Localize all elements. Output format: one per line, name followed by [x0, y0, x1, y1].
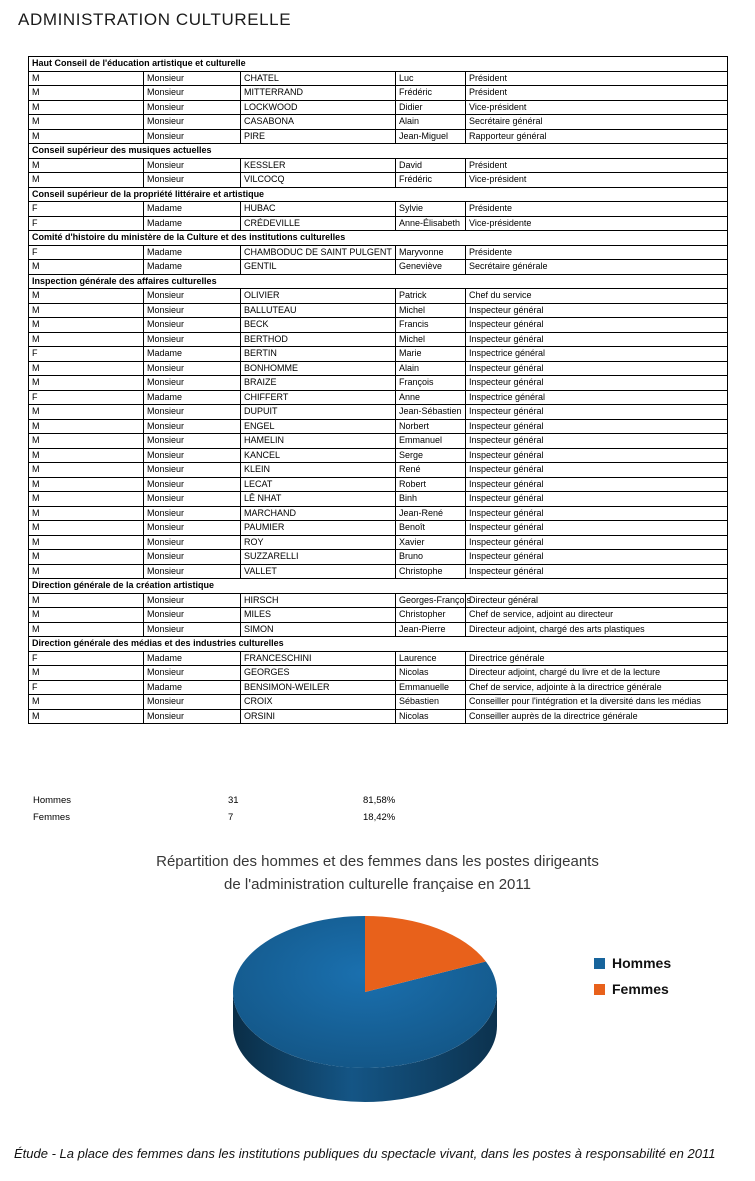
table-cell: BALLUTEAU	[241, 303, 396, 318]
table-cell: François	[396, 376, 466, 391]
table-cell: ROY	[241, 535, 396, 550]
table-cell: Anne-Élisabeth	[396, 216, 466, 231]
table-cell: Robert	[396, 477, 466, 492]
table-cell: M	[29, 303, 144, 318]
table-section-row	[29, 187, 728, 202]
table-cell: Directeur général	[466, 593, 728, 608]
table-section-row	[29, 637, 728, 652]
table-cell: Inspecteur général	[466, 477, 728, 492]
chart-title	[0, 851, 755, 896]
table-row	[29, 347, 728, 362]
table-cell: M	[29, 71, 144, 86]
table-cell: M	[29, 535, 144, 550]
table-cell: Monsieur	[144, 86, 241, 101]
table-cell: Jean-Miguel	[396, 129, 466, 144]
table-cell: Monsieur	[144, 535, 241, 550]
table-cell: Madame	[144, 202, 241, 217]
table-cell: Laurence	[396, 651, 466, 666]
table-row	[29, 303, 728, 318]
table-cell: Inspecteur général	[466, 405, 728, 420]
table-cell: M	[29, 709, 144, 724]
table-cell: M	[29, 318, 144, 333]
legend-item-hommes	[594, 955, 671, 971]
table-section-row	[29, 579, 728, 594]
table-section-header: Direction générale de la création artistique	[29, 579, 728, 594]
table-row	[29, 202, 728, 217]
table-cell: KLEIN	[241, 463, 396, 478]
table-cell: VALLET	[241, 564, 396, 579]
chart-legend	[594, 955, 671, 1007]
table-cell: CRÉDEVILLE	[241, 216, 396, 231]
table-cell: Présidente	[466, 202, 728, 217]
table-cell: Monsieur	[144, 115, 241, 130]
table-cell: Sébastien	[396, 695, 466, 710]
table-row	[29, 521, 728, 536]
table-section-row	[29, 57, 728, 72]
table-cell: Maryvonne	[396, 245, 466, 260]
table-cell: Jean-Pierre	[396, 622, 466, 637]
table-cell: Monsieur	[144, 419, 241, 434]
table-cell: Monsieur	[144, 405, 241, 420]
table-cell: Inspecteur général	[466, 376, 728, 391]
stats-count: 31	[228, 795, 239, 806]
table-cell: Conseiller auprès de la directrice générale	[466, 709, 728, 724]
table-section-header: Direction générale des médias et des industries culturelles	[29, 637, 728, 652]
table-cell: BECK	[241, 318, 396, 333]
table-cell: M	[29, 260, 144, 275]
org-table	[28, 56, 728, 724]
table-cell: Madame	[144, 260, 241, 275]
table-cell: Alain	[396, 361, 466, 376]
table-cell: MITTERRAND	[241, 86, 396, 101]
table-cell: Alain	[396, 115, 466, 130]
stats-count: 7	[228, 812, 234, 823]
table-cell: M	[29, 173, 144, 188]
table-cell: Monsieur	[144, 434, 241, 449]
table-cell: CHIFFERT	[241, 390, 396, 405]
table-cell: Geneviève	[396, 260, 466, 275]
table-section-header: Haut Conseil de l'éducation artistique et culturelle	[29, 57, 728, 72]
table-row	[29, 158, 728, 173]
table-cell: Chef de service, adjoint au directeur	[466, 608, 728, 623]
table-cell: BONHOMME	[241, 361, 396, 376]
table-cell: Conseiller pour l'intégration et la diversité dans les médias	[466, 695, 728, 710]
table-cell: Serge	[396, 448, 466, 463]
table-cell: FRANCESCHINI	[241, 651, 396, 666]
table-row	[29, 434, 728, 449]
table-cell: Inspecteur général	[466, 434, 728, 449]
table-cell: Emmanuel	[396, 434, 466, 449]
table-cell: Michel	[396, 332, 466, 347]
table-cell: M	[29, 129, 144, 144]
table-cell: Inspectrice général	[466, 390, 728, 405]
table-cell: Inspecteur général	[466, 332, 728, 347]
table-cell: Inspecteur général	[466, 535, 728, 550]
table-cell: Vice-président	[466, 100, 728, 115]
table-cell: BRAIZE	[241, 376, 396, 391]
table-cell: ORSINI	[241, 709, 396, 724]
table-cell: Jean-René	[396, 506, 466, 521]
table-cell: Directeur adjoint, chargé du livre et de la lecture	[466, 666, 728, 681]
table-cell: Nicolas	[396, 666, 466, 681]
table-row	[29, 173, 728, 188]
table-cell: Secrétaire général	[466, 115, 728, 130]
table-cell: Sylvie	[396, 202, 466, 217]
table-row	[29, 115, 728, 130]
table-cell: LECAT	[241, 477, 396, 492]
table-cell: Secrétaire générale	[466, 260, 728, 275]
table-cell: Monsieur	[144, 448, 241, 463]
table-cell: Monsieur	[144, 463, 241, 478]
table-cell: Madame	[144, 347, 241, 362]
table-cell: SUZZARELLI	[241, 550, 396, 565]
table-row	[29, 216, 728, 231]
table-cell: Vice-président	[466, 173, 728, 188]
stats-label: Femmes	[33, 812, 70, 823]
table-cell: HAMELIN	[241, 434, 396, 449]
table-row	[29, 289, 728, 304]
source-caption: Étude - La place des femmes dans les institutions publiques du spectacle vivant, dans les postes à responsabilité en 2011	[14, 1146, 716, 1161]
table-cell: Emmanuelle	[396, 680, 466, 695]
table-row	[29, 260, 728, 275]
table-row	[29, 405, 728, 420]
table-cell: Vice-présidente	[466, 216, 728, 231]
table-cell: OLIVIER	[241, 289, 396, 304]
table-cell: Chef du service	[466, 289, 728, 304]
table-cell: Christopher	[396, 608, 466, 623]
table-cell: M	[29, 695, 144, 710]
legend-label: Hommes	[612, 955, 672, 971]
table-cell: F	[29, 651, 144, 666]
table-cell: Chef de service, adjointe à la directrice générale	[466, 680, 728, 695]
table-cell: Inspecteur général	[466, 492, 728, 507]
table-cell: F	[29, 245, 144, 260]
stats-pct: 81,58%	[363, 795, 396, 806]
table-row	[29, 564, 728, 579]
table-cell: Monsieur	[144, 550, 241, 565]
table-cell: Inspecteur général	[466, 361, 728, 376]
page-title: ADMINISTRATION CULTURELLE	[18, 10, 292, 29]
table-row	[29, 448, 728, 463]
table-cell: M	[29, 115, 144, 130]
table-cell: Monsieur	[144, 173, 241, 188]
table-section-row	[29, 274, 728, 289]
table-row	[29, 129, 728, 144]
stats-pct: 18,42%	[363, 812, 396, 823]
table-cell: Frédéric	[396, 173, 466, 188]
table-cell: Christophe	[396, 564, 466, 579]
legend-swatch-icon	[594, 958, 605, 969]
table-cell: M	[29, 506, 144, 521]
table-cell: Francis	[396, 318, 466, 333]
table-cell: Luc	[396, 71, 466, 86]
stats-row	[33, 792, 395, 809]
table-cell: PIRE	[241, 129, 396, 144]
table-cell: M	[29, 477, 144, 492]
table-row	[29, 535, 728, 550]
table-cell: VILCOCQ	[241, 173, 396, 188]
table-cell: MARCHAND	[241, 506, 396, 521]
table-cell: M	[29, 550, 144, 565]
table-cell: F	[29, 202, 144, 217]
table-cell: Monsieur	[144, 608, 241, 623]
table-cell: M	[29, 361, 144, 376]
table-cell: M	[29, 434, 144, 449]
table-cell: F	[29, 216, 144, 231]
table-cell: GENTIL	[241, 260, 396, 275]
table-cell: M	[29, 332, 144, 347]
table-cell: Monsieur	[144, 71, 241, 86]
table-cell: Madame	[144, 680, 241, 695]
pie-chart	[215, 903, 515, 1115]
table-cell: Présidente	[466, 245, 728, 260]
table-cell: LÊ NHAT	[241, 492, 396, 507]
table-cell: F	[29, 390, 144, 405]
table-cell: Monsieur	[144, 564, 241, 579]
table-cell: M	[29, 492, 144, 507]
table-cell: Monsieur	[144, 506, 241, 521]
table-cell: Inspectrice général	[466, 347, 728, 362]
table-cell: Monsieur	[144, 318, 241, 333]
table-cell: CROIX	[241, 695, 396, 710]
table-cell: Jean-Sébastien	[396, 405, 466, 420]
table-cell: Inspecteur général	[466, 506, 728, 521]
table-cell: Xavier	[396, 535, 466, 550]
table-cell: Monsieur	[144, 332, 241, 347]
table-cell: KANCEL	[241, 448, 396, 463]
table-cell: Inspecteur général	[466, 564, 728, 579]
table-cell: Nicolas	[396, 709, 466, 724]
table-row	[29, 463, 728, 478]
table-cell: M	[29, 593, 144, 608]
table-cell: HIRSCH	[241, 593, 396, 608]
table-cell: Monsieur	[144, 477, 241, 492]
table-cell: BERTHOD	[241, 332, 396, 347]
table-section-header: Comité d'histoire du ministère de la Culture et des institutions culturelles	[29, 231, 728, 246]
stats-block	[33, 792, 395, 826]
table-cell: ENGEL	[241, 419, 396, 434]
table-row	[29, 666, 728, 681]
table-cell: M	[29, 158, 144, 173]
table-cell: Monsieur	[144, 100, 241, 115]
table-section-row	[29, 144, 728, 159]
table-cell: Président	[466, 86, 728, 101]
table-cell: Président	[466, 158, 728, 173]
stats-row	[33, 809, 395, 826]
table-cell: Inspecteur général	[466, 448, 728, 463]
table-row	[29, 419, 728, 434]
table-cell: BERTIN	[241, 347, 396, 362]
table-cell: M	[29, 608, 144, 623]
table-cell: Directeur adjoint, chargé des arts plastiques	[466, 622, 728, 637]
table-cell: Madame	[144, 245, 241, 260]
table-cell: Inspecteur général	[466, 303, 728, 318]
table-cell: Monsieur	[144, 593, 241, 608]
table-cell: Georges-François	[396, 593, 466, 608]
table-cell: Monsieur	[144, 289, 241, 304]
legend-swatch-icon	[594, 984, 605, 995]
table-cell: PAUMIER	[241, 521, 396, 536]
table-cell: Monsieur	[144, 303, 241, 318]
table-cell: M	[29, 622, 144, 637]
table-cell: M	[29, 289, 144, 304]
table-cell: Binh	[396, 492, 466, 507]
table-cell: MILES	[241, 608, 396, 623]
table-cell: Anne	[396, 390, 466, 405]
table-cell: Madame	[144, 390, 241, 405]
table-section-row	[29, 231, 728, 246]
table-cell: Monsieur	[144, 521, 241, 536]
table-cell: HUBAC	[241, 202, 396, 217]
table-cell: Directrice générale	[466, 651, 728, 666]
table-cell: F	[29, 347, 144, 362]
table-row	[29, 651, 728, 666]
table-cell: Inspecteur général	[466, 521, 728, 536]
table-cell: M	[29, 521, 144, 536]
chart-title-line2: de l'administration culturelle française en 2011	[224, 875, 531, 893]
table-cell: Patrick	[396, 289, 466, 304]
table-cell: Madame	[144, 651, 241, 666]
table-cell: M	[29, 86, 144, 101]
table-cell: Rapporteur général	[466, 129, 728, 144]
table-cell: SIMON	[241, 622, 396, 637]
table-row	[29, 71, 728, 86]
table-cell: M	[29, 405, 144, 420]
table-cell: Benoît	[396, 521, 466, 536]
table-cell: Monsieur	[144, 158, 241, 173]
table-cell: Michel	[396, 303, 466, 318]
table-row	[29, 332, 728, 347]
table-section-header: Conseil supérieur de la propriété littéraire et artistique	[29, 187, 728, 202]
chart-title-line1: Répartition des hommes et des femmes dans les postes dirigeants	[156, 853, 599, 870]
table-cell: DUPUIT	[241, 405, 396, 420]
table-cell: Inspecteur général	[466, 550, 728, 565]
table-row	[29, 245, 728, 260]
table-cell: BENSIMON-WEILER	[241, 680, 396, 695]
table-cell: CHATEL	[241, 71, 396, 86]
table-cell: GEORGES	[241, 666, 396, 681]
table-cell: CASABONA	[241, 115, 396, 130]
table-cell: Inspecteur général	[466, 318, 728, 333]
table-row	[29, 695, 728, 710]
table-cell: Bruno	[396, 550, 466, 565]
legend-item-femmes	[594, 981, 671, 997]
table-cell: Monsieur	[144, 709, 241, 724]
table-cell: CHAMBODUC DE SAINT PULGENT	[241, 245, 396, 260]
table-row	[29, 376, 728, 391]
table-cell: M	[29, 666, 144, 681]
table-cell: Monsieur	[144, 361, 241, 376]
table-row	[29, 550, 728, 565]
table-row	[29, 680, 728, 695]
table-cell: M	[29, 463, 144, 478]
table-section-header: Inspection générale des affaires culturelles	[29, 274, 728, 289]
table-cell: KESSLER	[241, 158, 396, 173]
table-cell: Président	[466, 71, 728, 86]
table-row	[29, 608, 728, 623]
table-cell: Monsieur	[144, 695, 241, 710]
table-row	[29, 477, 728, 492]
table-row	[29, 318, 728, 333]
table-cell: René	[396, 463, 466, 478]
table-row	[29, 593, 728, 608]
table-cell: Monsieur	[144, 492, 241, 507]
table-cell: M	[29, 376, 144, 391]
table-row	[29, 622, 728, 637]
table-cell: Marie	[396, 347, 466, 362]
table-cell: F	[29, 680, 144, 695]
table-cell: Madame	[144, 216, 241, 231]
table-section-header: Conseil supérieur des musiques actuelles	[29, 144, 728, 159]
table-row	[29, 361, 728, 376]
table-cell: Inspecteur général	[466, 419, 728, 434]
table-cell: Monsieur	[144, 666, 241, 681]
table-cell: Didier	[396, 100, 466, 115]
table-cell: Frédéric	[396, 86, 466, 101]
legend-label: Femmes	[612, 981, 669, 997]
table-cell: M	[29, 100, 144, 115]
table-cell: LOCKWOOD	[241, 100, 396, 115]
table-row	[29, 100, 728, 115]
table-cell: Inspecteur général	[466, 463, 728, 478]
table-cell: Norbert	[396, 419, 466, 434]
table-cell: David	[396, 158, 466, 173]
table-row	[29, 506, 728, 521]
table-cell: Monsieur	[144, 129, 241, 144]
table-cell: Monsieur	[144, 622, 241, 637]
stats-label: Hommes	[33, 795, 72, 806]
table-row	[29, 86, 728, 101]
table-cell: M	[29, 448, 144, 463]
table-row	[29, 390, 728, 405]
table-row	[29, 709, 728, 724]
table-cell: Monsieur	[144, 376, 241, 391]
table-row	[29, 492, 728, 507]
org-table-body	[29, 57, 728, 724]
table-cell: M	[29, 564, 144, 579]
table-cell: M	[29, 419, 144, 434]
